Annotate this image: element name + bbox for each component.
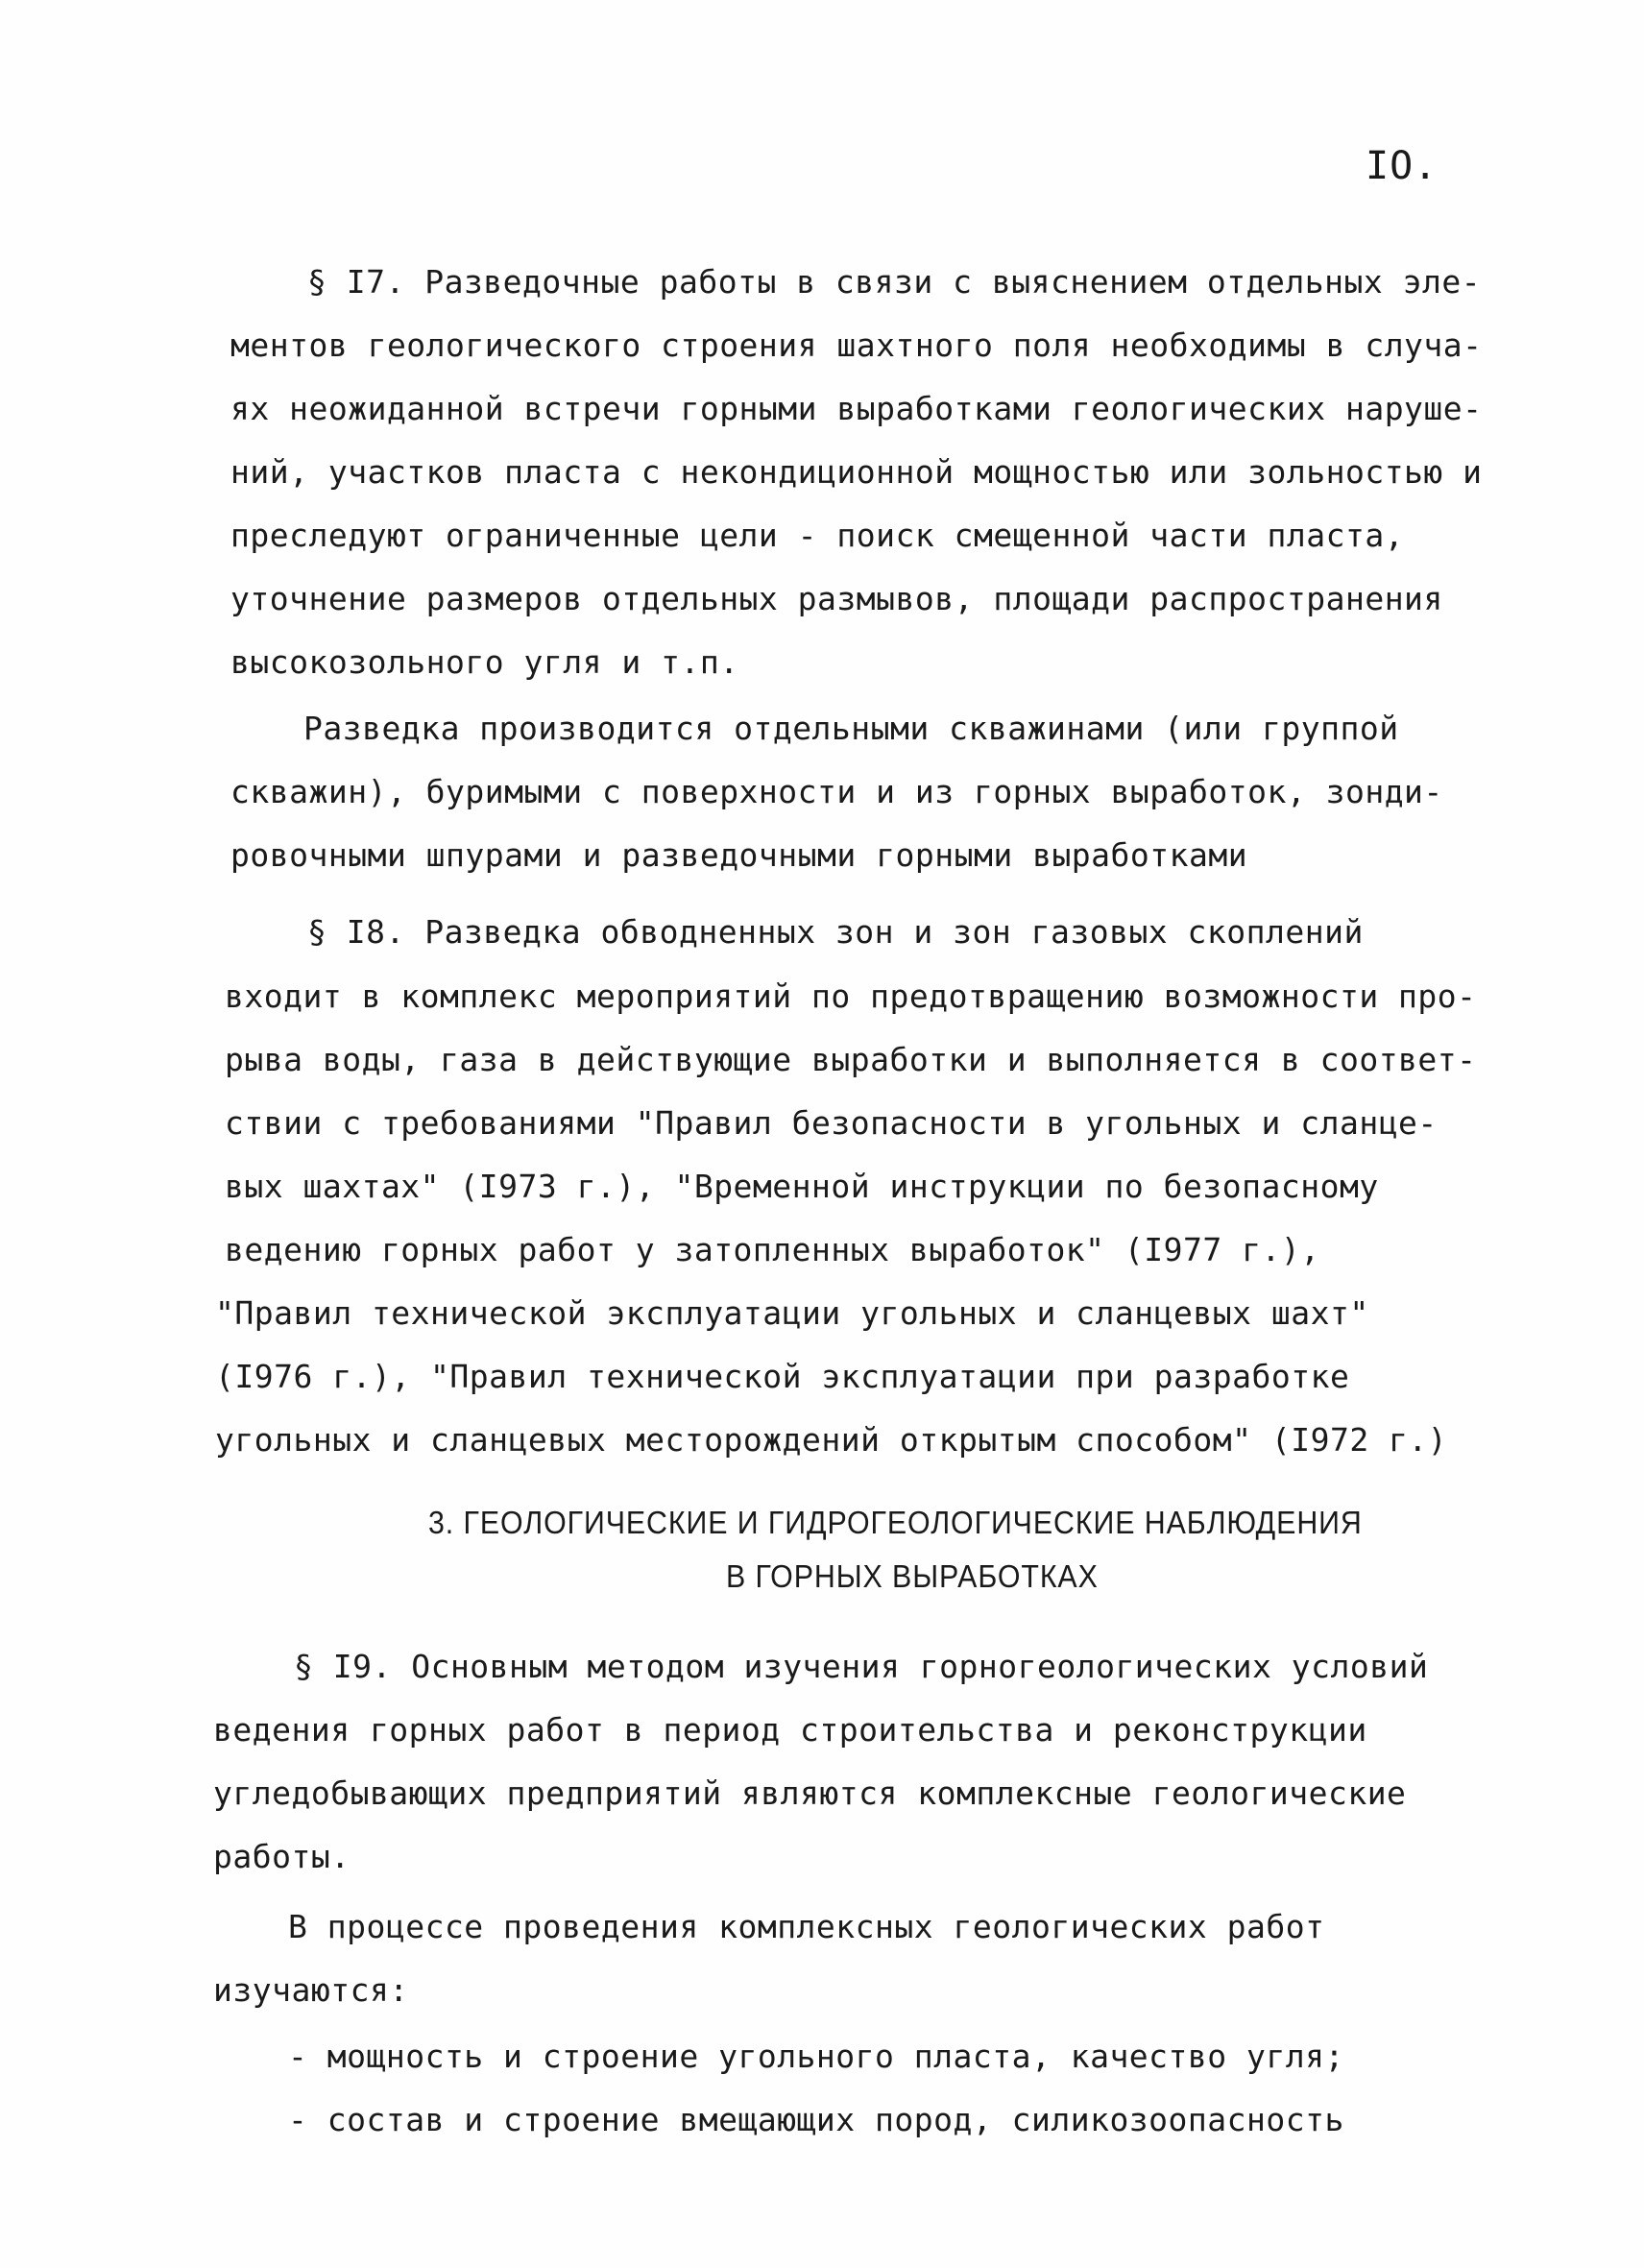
text-line: ях неожиданной встречи горными выработками геологических наруше- [230, 390, 1483, 427]
text-line: ровочными шпурами и разведочными горными выработками [230, 836, 1248, 874]
list-item: - состав и строение вмещающих пород, силикозоопасность [288, 2101, 1344, 2138]
text-line: ведению горных работ у затопленных выработок" (I977 г.), [225, 1231, 1320, 1268]
text-line: входит в комплекс мероприятий по предотвращению возможности про- [225, 977, 1477, 1015]
text-line: изучаются: [213, 1971, 409, 2009]
text-line: § I9. Основным методом изучения горногеологических условий [294, 1648, 1429, 1685]
text-line: угледобывающих предприятий являются комплексные геологические [213, 1774, 1407, 1812]
text-line: ментов геологического строения шахтного поля необходимы в случа- [230, 326, 1483, 364]
text-line: (I976 г.), "Правил технической эксплуатации при разработке [215, 1358, 1350, 1395]
text-line: преследуют ограниченные цели - поиск смещенной части пласта, [230, 517, 1405, 554]
chapter-title-line-2: В ГОРНЫХ ВЫРАБОТКАХ [726, 1558, 1099, 1594]
text-line: "Правил технической эксплуатации угольных и сланцевых шахт" [215, 1294, 1369, 1332]
text-line: вых шахтах" (I973 г.), "Временной инструкции по безопасному [225, 1168, 1379, 1205]
text-line: рыва воды, газа в действующие выработки и выполняется в соответ- [225, 1041, 1477, 1078]
text-line: скважин), буримыми с поверхности и из горных выработок, зонди- [230, 773, 1443, 810]
text-line: высокозольного угля и т.п. [230, 643, 739, 681]
chapter-title-line-1: 3. ГЕОЛОГИЧЕСКИЕ И ГИДРОГЕОЛОГИЧЕСКИЕ НАБЛЮДЕНИЯ [428, 1505, 1363, 1540]
text-line: § I8. Разведка обводненных зон и зон газовых скоплений [307, 913, 1364, 951]
text-line: ведения горных работ в период строительства и реконструкции [213, 1711, 1367, 1749]
text-line: угольных и сланцевых месторождений открытым способом" (I972 г.) [215, 1421, 1448, 1459]
text-line: § I7. Разведочные работы в связи с выяснением отдельных эле- [307, 263, 1482, 301]
text-line: работы. [213, 1838, 351, 1875]
text-line: В процессе проведения комплексных геологических работ [288, 1908, 1325, 1945]
text-line: ствии с требованиями "Правил безопасности в угольных и сланце- [225, 1104, 1438, 1142]
page-number: IO. [1366, 144, 1438, 188]
text-line: уточнение размеров отдельных размывов, площади распространения [230, 580, 1443, 617]
list-item: - мощность и строение угольного пласта, качество угля; [288, 2038, 1344, 2075]
text-line: Разведка производится отдельными скважинами (или группой [303, 710, 1399, 747]
text-line: ний, участков пласта с некондиционной мощностью или зольностью и [230, 453, 1483, 491]
